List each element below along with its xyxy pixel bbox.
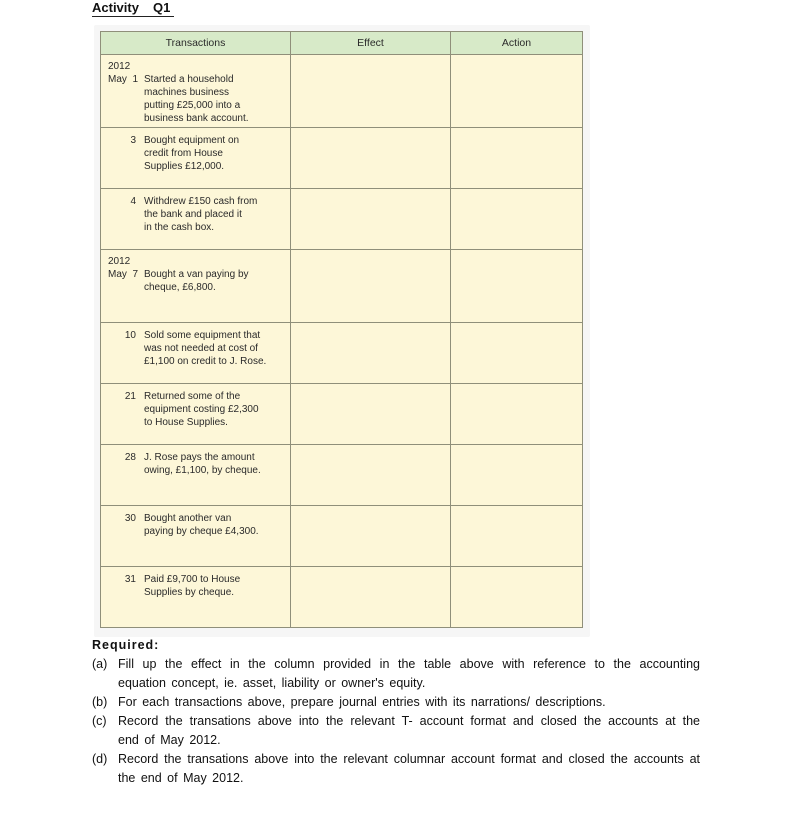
transaction-cell bbox=[101, 506, 291, 567]
table-row bbox=[101, 55, 583, 128]
item-text: For each transactions above, prepare journal entries with its narrations/ descriptions. bbox=[118, 695, 606, 709]
year-label: 2012 bbox=[108, 256, 131, 267]
table-row bbox=[101, 250, 583, 323]
action-cell[interactable] bbox=[451, 323, 583, 384]
table-row bbox=[101, 189, 583, 250]
day-label: 30 bbox=[124, 513, 136, 524]
effect-cell[interactable] bbox=[291, 384, 451, 445]
transaction-description: Withdrew £150 cash from the bank and placed it in the cash box. bbox=[144, 196, 258, 233]
transaction-cell bbox=[101, 128, 291, 189]
table-row bbox=[101, 445, 583, 506]
item-label: (a) bbox=[92, 657, 108, 671]
activity-label: Activity bbox=[92, 0, 139, 15]
action-cell[interactable] bbox=[451, 567, 583, 628]
transactions-table bbox=[100, 31, 583, 628]
transaction-cell bbox=[101, 189, 291, 250]
transaction-cell bbox=[101, 445, 291, 506]
effect-cell[interactable] bbox=[291, 55, 451, 128]
month-day bbox=[108, 268, 144, 294]
date-block bbox=[101, 55, 290, 125]
transaction-cell bbox=[101, 250, 291, 323]
transaction-description: Bought equipment on credit from House Supplies £12,000. bbox=[144, 135, 240, 172]
question-label: Q1 bbox=[152, 0, 171, 15]
item-label: (b) bbox=[92, 695, 108, 709]
transactions-table-frame bbox=[94, 25, 590, 637]
action-cell[interactable] bbox=[451, 445, 583, 506]
transaction-description: Returned some of the equipment costing £2,300 to House Supplies. bbox=[144, 391, 259, 428]
action-cell[interactable] bbox=[451, 128, 583, 189]
effect-cell[interactable] bbox=[291, 189, 451, 250]
effect-cell[interactable] bbox=[291, 323, 451, 384]
table-row bbox=[101, 567, 583, 628]
transaction-cell bbox=[101, 384, 291, 445]
day-label: 4 bbox=[130, 196, 136, 207]
month-label: May bbox=[108, 74, 127, 85]
transaction-description: Sold some equipment that was not needed at cost of £1,100 on credit to J. Rose. bbox=[144, 330, 267, 367]
item-text: Record the transations above into the relevant T- account format and closed the accounts at the end of May 2012. bbox=[118, 714, 700, 747]
effect-cell[interactable] bbox=[291, 445, 451, 506]
day-label: 10 bbox=[124, 330, 136, 341]
month-label: May bbox=[108, 269, 127, 280]
transaction-description: Bought a van paying by cheque, £6,800. bbox=[144, 269, 249, 293]
day-label: 31 bbox=[124, 574, 136, 585]
required-item-b bbox=[92, 693, 700, 712]
required-item-a bbox=[92, 655, 700, 693]
action-cell[interactable] bbox=[451, 250, 583, 323]
table-header-row bbox=[101, 32, 583, 55]
header-action: Action bbox=[451, 32, 583, 55]
action-cell[interactable] bbox=[451, 189, 583, 250]
transaction-description: J. Rose pays the amount owing, £1,100, by cheque. bbox=[144, 452, 261, 476]
transaction-cell bbox=[101, 55, 291, 128]
effect-cell[interactable] bbox=[291, 250, 451, 323]
day-label: 7 bbox=[132, 269, 139, 280]
year-label: 2012 bbox=[108, 61, 131, 72]
day-label: 3 bbox=[130, 135, 136, 146]
day-label: 28 bbox=[124, 452, 136, 463]
transaction-cell bbox=[101, 567, 291, 628]
transaction-description: Bought another van paying by cheque £4,300. bbox=[144, 513, 259, 537]
transaction-description: Paid £9,700 to House Supplies by cheque. bbox=[144, 574, 241, 598]
action-cell[interactable] bbox=[451, 55, 583, 128]
header-transactions: Transactions bbox=[101, 32, 291, 55]
required-item-d bbox=[92, 750, 700, 788]
table-row bbox=[101, 384, 583, 445]
item-label: (c) bbox=[92, 714, 107, 728]
month-day bbox=[108, 73, 144, 125]
action-cell[interactable] bbox=[451, 384, 583, 445]
item-label: (d) bbox=[92, 752, 108, 766]
required-title: Required: bbox=[92, 638, 160, 652]
day-label: 21 bbox=[124, 391, 136, 402]
table-row bbox=[101, 128, 583, 189]
activity-heading bbox=[92, 0, 174, 17]
required-item-c bbox=[92, 712, 700, 750]
action-cell[interactable] bbox=[451, 506, 583, 567]
day-label: 1 bbox=[132, 74, 139, 85]
item-text: Fill up the effect in the column provided in the table above with reference to the accounting equation concept, ie. asset, liability or owner's equity. bbox=[118, 657, 700, 690]
date-block bbox=[101, 250, 290, 294]
table-row bbox=[101, 323, 583, 384]
effect-cell[interactable] bbox=[291, 506, 451, 567]
table-row bbox=[101, 506, 583, 567]
effect-cell[interactable] bbox=[291, 567, 451, 628]
effect-cell[interactable] bbox=[291, 128, 451, 189]
header-effect: Effect bbox=[291, 32, 451, 55]
transaction-cell bbox=[101, 323, 291, 384]
item-text: Record the transations above into the relevant columnar account format and closed the accounts at the end of May 2012. bbox=[118, 752, 700, 785]
required-section bbox=[92, 638, 700, 788]
transaction-description: Started a household machines business putting £25,000 into a business bank account. bbox=[144, 74, 249, 124]
